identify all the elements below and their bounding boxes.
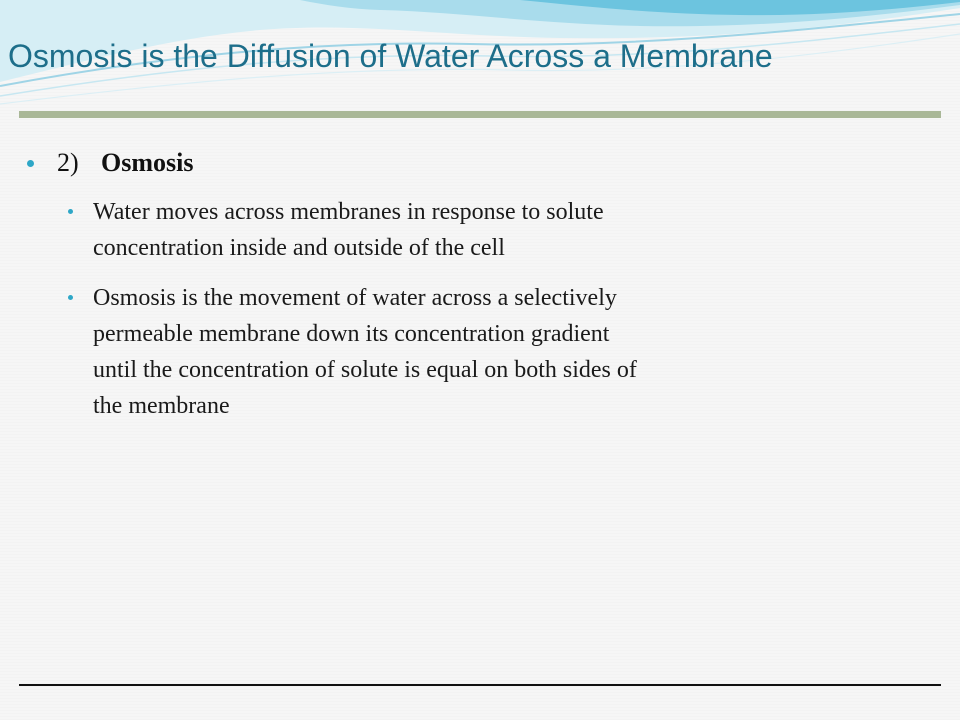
- bullet-dot-icon: [27, 160, 34, 167]
- bullet-dot-icon: [68, 209, 73, 214]
- main-bullet-number: 2): [57, 148, 79, 177]
- sub-bullet-text-line: permeable membrane down its concentration gradient: [93, 321, 610, 347]
- sub-bullet-text-line: Water moves across membranes in response to solute: [93, 199, 604, 225]
- sub-bullet-text-line: until the concentration of solute is equal on both sides of: [93, 357, 637, 383]
- sub-bullet-text-line: Osmosis is the movement of water across a selectively: [93, 285, 617, 311]
- footer-divider: [19, 684, 941, 686]
- main-bullet-term: Osmosis: [101, 148, 194, 177]
- bullet-dot-icon: [68, 295, 73, 300]
- slide-title: Osmosis is the Diffusion of Water Across a Membrane: [8, 38, 773, 74]
- sub-bullet-text-line: concentration inside and outside of the cell: [93, 235, 505, 261]
- title-divider: [19, 111, 941, 118]
- sub-bullet-text-line: the membrane: [93, 393, 230, 419]
